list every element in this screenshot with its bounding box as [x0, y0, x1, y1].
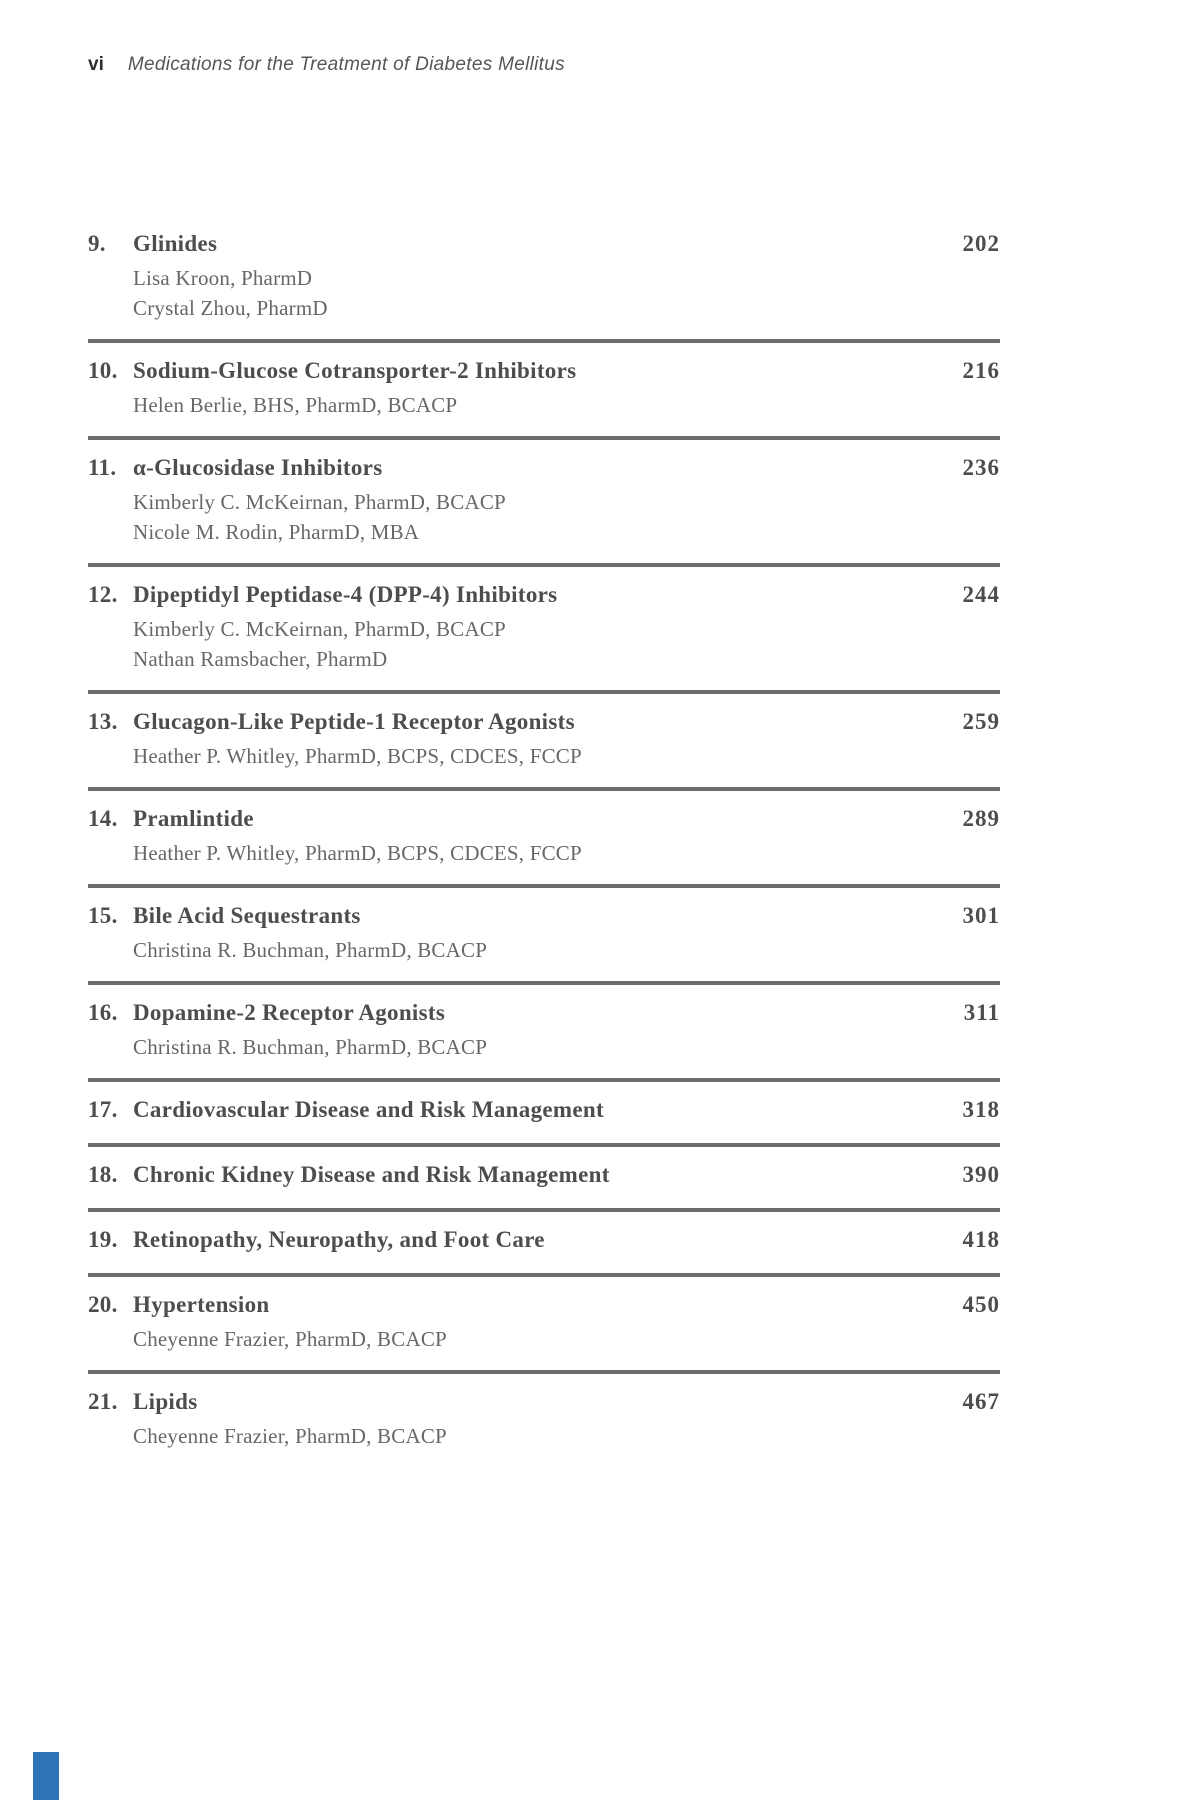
toc-entry	[88, 1277, 1000, 1374]
chapter-authors	[88, 838, 1000, 868]
chapter-title: Lipids	[133, 1389, 198, 1414]
author-line: Lisa Kroon, PharmD	[133, 266, 313, 290]
toc-entry-title-row	[88, 902, 1000, 929]
chapter-number: 14.	[88, 806, 118, 831]
toc-entry	[88, 791, 1000, 888]
chapter-page-number: 390	[962, 1162, 1000, 1187]
chapter-title: Chronic Kidney Disease and Risk Management	[133, 1162, 610, 1187]
toc-entry	[88, 1082, 1000, 1147]
chapter-title: Hypertension	[133, 1292, 270, 1317]
author-line: Christina R. Buchman, PharmD, BCACP	[133, 1035, 488, 1059]
toc-entry	[88, 567, 1000, 694]
toc-entry-title-row	[88, 1226, 1000, 1253]
toc-entry-title-row	[88, 805, 1000, 832]
toc-entry	[88, 1374, 1000, 1467]
author-line: Nathan Ramsbacher, PharmD	[133, 647, 388, 671]
toc-entry	[88, 888, 1000, 985]
chapter-title: Cardiovascular Disease and Risk Management	[133, 1097, 604, 1122]
chapter-page-number: 202	[962, 231, 1000, 256]
folio-page-number: vi	[88, 54, 104, 75]
toc-entry	[88, 230, 1000, 343]
chapter-authors	[88, 614, 1000, 674]
toc-entry	[88, 1212, 1000, 1277]
chapter-number: 16.	[88, 1000, 118, 1025]
chapter-page-number: 244	[962, 582, 1000, 607]
chapter-page-number: 216	[962, 358, 1000, 383]
toc-entry-title-row	[88, 999, 1000, 1026]
chapter-authors	[88, 1421, 1000, 1451]
toc-entry	[88, 343, 1000, 440]
chapter-page-number: 467	[962, 1389, 1000, 1414]
toc-entry-title-row	[88, 357, 1000, 384]
toc-entry-title-row	[88, 581, 1000, 608]
chapter-authors	[88, 1032, 1000, 1062]
toc-entry	[88, 1147, 1000, 1212]
chapter-title: Retinopathy, Neuropathy, and Foot Care	[133, 1227, 545, 1252]
author-line: Kimberly C. McKeirnan, PharmD, BCACP	[133, 490, 506, 514]
toc-entry-title-row	[88, 1096, 1000, 1123]
chapter-title: Glinides	[133, 231, 218, 256]
chapter-page-number: 236	[962, 455, 1000, 480]
chapter-title: Dipeptidyl Peptidase-4 (DPP-4) Inhibitors	[133, 582, 558, 607]
chapter-authors	[88, 741, 1000, 771]
chapter-title: Dopamine-2 Receptor Agonists	[133, 1000, 446, 1025]
toc-entry	[88, 440, 1000, 567]
chapter-number: 19.	[88, 1227, 118, 1252]
chapter-title: Glucagon-Like Peptide-1 Receptor Agonists	[133, 709, 575, 734]
author-line: Crystal Zhou, PharmD	[133, 296, 328, 320]
accent-bar	[33, 1752, 59, 1800]
toc-entry-title-row	[88, 230, 1000, 257]
chapter-title: Sodium-Glucose Cotransporter-2 Inhibitors	[133, 358, 577, 383]
author-line: Christina R. Buchman, PharmD, BCACP	[133, 938, 488, 962]
chapter-authors	[88, 263, 1000, 323]
chapter-number: 15.	[88, 903, 118, 928]
page-header	[88, 52, 565, 78]
chapter-page-number: 450	[962, 1292, 1000, 1317]
chapter-authors	[88, 390, 1000, 420]
chapter-number: 9.	[88, 231, 106, 256]
toc-entry-title-row	[88, 1161, 1000, 1188]
chapter-title: Pramlintide	[133, 806, 254, 831]
author-line: Helen Berlie, BHS, PharmD, BCACP	[133, 393, 458, 417]
author-line: Heather P. Whitley, PharmD, BCPS, CDCES, FCCP	[133, 744, 582, 768]
chapter-page-number: 289	[962, 806, 1000, 831]
chapter-page-number: 259	[962, 709, 1000, 734]
chapter-number: 18.	[88, 1162, 118, 1187]
chapter-title: α-Glucosidase Inhibitors	[133, 455, 383, 480]
chapter-number: 20.	[88, 1292, 118, 1317]
author-line: Nicole M. Rodin, PharmD, MBA	[133, 520, 420, 544]
chapter-page-number: 311	[963, 1000, 1000, 1025]
chapter-title: Bile Acid Sequestrants	[133, 903, 361, 928]
toc-entry	[88, 985, 1000, 1082]
chapter-number: 11.	[88, 455, 117, 480]
chapter-page-number: 301	[962, 903, 1000, 928]
chapter-number: 13.	[88, 709, 118, 734]
chapter-number: 10.	[88, 358, 118, 383]
chapter-authors	[88, 1324, 1000, 1354]
toc-entry-title-row	[88, 1291, 1000, 1318]
chapter-authors	[88, 935, 1000, 965]
chapter-number: 17.	[88, 1097, 118, 1122]
chapter-page-number: 318	[962, 1097, 1000, 1122]
chapter-number: 21.	[88, 1389, 118, 1414]
toc-entry-title-row	[88, 708, 1000, 735]
toc-entry-title-row	[88, 1388, 1000, 1415]
chapter-page-number: 418	[962, 1227, 1000, 1252]
author-line: Cheyenne Frazier, PharmD, BCACP	[133, 1327, 447, 1351]
chapter-authors	[88, 487, 1000, 547]
author-line: Kimberly C. McKeirnan, PharmD, BCACP	[133, 617, 506, 641]
author-line: Heather P. Whitley, PharmD, BCPS, CDCES, FCCP	[133, 841, 582, 865]
author-line: Cheyenne Frazier, PharmD, BCACP	[133, 1424, 447, 1448]
toc-entry	[88, 694, 1000, 791]
running-book-title: Medications for the Treatment of Diabetes Mellitus	[127, 54, 565, 75]
table-of-contents	[88, 230, 1000, 1467]
toc-entry-title-row	[88, 454, 1000, 481]
chapter-number: 12.	[88, 582, 118, 607]
